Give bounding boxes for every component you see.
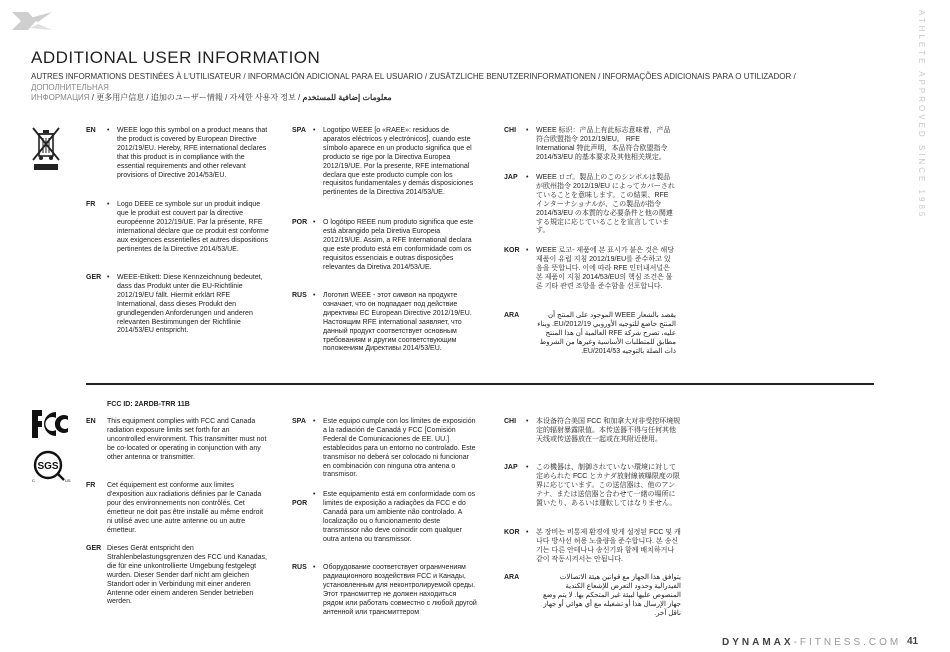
svg-text:SGS: SGS <box>37 461 59 472</box>
bullet: • <box>107 201 110 208</box>
fcc-por-text: Este equipamento está em conformidade com os limites de exposição a radiações da FCC e do Canadá para um ambiente não controlado. A localização ou o funcionamento deste transmissor não deve coincidir com qualquer outra antena ou transmissor. <box>323 491 476 543</box>
page-subtitle <box>31 72 861 104</box>
fcc-jap-text: この機器は、制御されていない環境に対して定められた FCC とカナダ放射線被曝限度の限界に応じています。この送信器は、他のアンテナ、または送信器と合わせて一緒の場所に置いたり、あるいは運転してはなりません。 <box>536 464 680 507</box>
fcc-rus-code: RUS <box>292 564 307 571</box>
fcc-spa-text: Este equipo cumple con los límites de exposición a la radiación de Canadá y FCC [Comisión Federal de Comunicaciones de EE. UU.] establecidos para un entorno no controlado. Este transmisor no deberá ser colocado ni funcionar en combinación con ninguna otra antena o transmisor. <box>323 418 476 479</box>
subtitle-ru-2: ИНФОРМАЦИЯ <box>31 93 90 102</box>
fcc-jap-code: JAP <box>504 464 518 471</box>
dynamax-x-logo-icon <box>10 10 54 32</box>
weee-chi-code: CHI <box>504 127 517 134</box>
weee-por-code: POR <box>292 219 308 226</box>
weee-rus-text: Логотип WEEE - этот символ на продукте означает, что он подпадает под действие директивы ЕС European Directive 2012/19/EU. Настоящим RFE international заявляет, что данный продукт соответствует основным требованиям и другим соответствующим положениям Директивы 2014/53/EU. <box>323 292 472 353</box>
weee-ger-code: GER <box>86 274 102 281</box>
weee-chi-text: WEEE 标识：产品上有此标志意味着，产品符合欧盟指令 2012/19/EU。 RFE International 特此声明，本品符合欧盟指令 2014/53/EU 的基本要求及其他相关规定。 <box>536 127 671 161</box>
weee-ara-text: يقصد بالشعار WEEE الموجود على المنتج أن المنتج خاضع للتوجيه الأوروبي EU/2012/19. وبناء عليه، تصرح شركة RFE العالمية أن هذا المنتج مطابق للمتطلبات الأساسية وغيرها من الشروط ذات الصلة بالتوجيه EU/2014/53. <box>537 312 676 355</box>
bullet: • <box>526 464 529 471</box>
fcc-fr-code: FR <box>86 482 96 489</box>
sgs-c-us-logo-icon <box>32 450 72 484</box>
fcc-en-text: This equipment complies with FCC and Canada radiation exposure limits set forth for an uncontrolled environment. This transmitter must not be co-located or operating in conjunction with any other antenna or transmitter. <box>107 418 267 461</box>
subtitle-ru-1: ДОПОЛНИТЕЛЬНАЯ <box>31 82 109 92</box>
bullet: • <box>313 491 316 498</box>
page-title: ADDITIONAL USER INFORMATION <box>31 48 321 67</box>
footer-brand-bold: DYNAMAX <box>722 637 794 648</box>
footer-brand-light: -FITNESS.COM <box>793 637 902 648</box>
fcc-por-code: POR <box>292 500 308 507</box>
page-number: 41 <box>907 636 919 647</box>
bullet: • <box>313 564 316 571</box>
weee-kor-code: KOR <box>504 247 520 254</box>
svg-text:C: C <box>32 478 35 483</box>
bullet: • <box>107 127 110 134</box>
fcc-fr-text: Cet équipement est conforme aux limites d'exposition aux radiations définies par le Canada pour des environnements non contrôlés. Cet émetteur ne doit pas être installé au même endroit ni utilisé avec une autre antenne ou un autre émetteur. <box>107 482 264 534</box>
weee-crossed-bin-icon <box>31 126 61 172</box>
svg-text:US: US <box>65 478 71 483</box>
subtitle-rest: / 更多用户信息 / 追加のユーザー情報 / 자세한 사용자 정보 / <box>89 93 303 102</box>
bullet: • <box>526 418 529 425</box>
weee-por-text: O logótipo REEE num produto significa que este está abrangido pela Diretiva Europeia 2012/19/UE. Assim, a RFE International declara que este produto está em conformidade com os requisitos essenciais e outras disposições relevantes da Diretiva 2014/53/UE. <box>323 219 474 271</box>
weee-fr-text: Logo DEEE ce symbole sur un produit indique que le produit est couvert par la directive européenne 2012/19/UE. Par la présente, RFE international déclare que ce produit est conforme aux exigences essentielles et autres dispositions pertinentes de la Directive 2014/53/UE. <box>117 201 269 253</box>
fcc-en-code: EN <box>86 418 96 425</box>
weee-ger-text: WEEE-Etikett: Diese Kennzeichnung bedeutet, dass das Produkt unter die EU-Richtlinie 2012/19/EU fällt. Hiermit erklärt RFE International, dass dieses Produkt den grundlegenden Anforderungen und anderen relevanten Bestimmungen der Richtlinie 2014/53/EU entspricht. <box>117 274 263 335</box>
weee-fr-code: FR <box>86 201 96 208</box>
subtitle-ar: معلومات إضافية للمستخدم <box>302 93 392 102</box>
bullet: • <box>313 418 316 425</box>
weee-ara-code: ARA <box>504 312 520 319</box>
weee-en-text: WEEE logo this symbol on a product means that the product is covered by European Directive 2012/19/EU. Hereby, RFE international declares that this product is in compliance with the essential requirements and other relevant provisions of Directive 2014/53/EU. <box>117 127 268 179</box>
section-divider <box>86 383 874 385</box>
fcc-ger-code: GER <box>86 545 102 552</box>
bullet: • <box>313 219 316 226</box>
weee-jap-text: WEEE ロゴ。製品上のこのシンボルは製品が欧州指令 2012/19/EU によってカバーされていることを意味します。この結果、RFE インターナショナルが、この製品が指令 2014/53/EU の本質的な必要条件と他の関連する規定に応じていることを宣言しています。 <box>536 174 675 235</box>
bullet: • <box>526 247 529 254</box>
fcc-kor-code: KOR <box>504 529 520 536</box>
fcc-id: FCC ID: 2ARDB-TRR 11B <box>107 401 190 408</box>
weee-spa-code: SPA <box>292 127 306 134</box>
bullet: • <box>313 292 316 299</box>
fcc-kor-text: 본 장비는 비통제 환경에 맞게 설정된 FCC 및 캐나다 방사선 허용 노출량을 준수합니다. 본 송신기는 다른 안테나나 송신기와 함께 배치하거나 같이 작동시켜서는 안됩니다. <box>536 529 681 563</box>
weee-rus-code: RUS <box>292 292 307 299</box>
fcc-rus-text: Оборудование соответствует ограничениям радиационного воздействия FCC и Канады, установленным для неконтролируемой среды. Этот трансмиттер не должен находиться рядом или работать совместно с любой другой антенной или трансмиттером <box>323 564 477 616</box>
bullet: • <box>526 529 529 536</box>
fcc-ara-text: يتوافق هذا الجهاز مع قوانين هيئة الاتصالات الفيدرالية وحدود التعرض للإشعاع الكندية المنصوص عليها لبيئة غير المتحكم بها. لا يتم وضع جهاز الإرسال هذا أو تشغيله مع أي هوائي أو جهاز ناقل آخر. <box>542 574 681 617</box>
fcc-spa-code: SPA <box>292 418 306 425</box>
bullet: • <box>313 127 316 134</box>
fcc-chi-code: CHI <box>504 418 517 425</box>
bullet: • <box>107 274 110 281</box>
side-tagline: ATHLETE APPROVED SINCE 1985 <box>917 10 926 220</box>
bullet: • <box>526 127 529 134</box>
footer-brand <box>722 637 901 648</box>
weee-spa-text: Logotipo WEEE [o «RAEE»: residuos de aparatos eléctricos y electrónicos], cuando este símbolo aparece en un producto significa que el producto se rige por la Directiva Europea 2012/19/UE. Por la presente, RFE international declara que este producto cumple con los requisitos fundamentales y demás disposiciones pertinentes de la Directiva 2014/53/UE. <box>323 127 474 197</box>
bullet: • <box>526 174 529 181</box>
subtitle-main: AUTRES INFORMATIONS DESTINÉES À L'UTILISATEUR / INFORMACIÓN ADICIONAL PARA EL USUARIO / ZUSÄTZLICHE BENUTZERINFORMATIONEN / INFORMAÇÕES ADICIONAIS PARA O UTILIZADOR / <box>31 72 796 81</box>
fcc-logo-icon <box>30 408 70 440</box>
weee-jap-code: JAP <box>504 174 518 181</box>
weee-kor-text: WEEE 로고- 제품에 본 표시가 붙은 것은 해당 제품이 유럽 지침 2012/19/EU를 준수하고 있음을 뜻합니다. 이에 따라 RFE 인터내셔널은 본 제품이 지침 2014/53/EU의 핵심 조건은 물론 기타 관련 조항을 준수함을 선포합니다. <box>536 247 674 290</box>
fcc-chi-text: 本设备符合美国 FCC 和加拿大对非受控环境规定的辐射暴露限值。本传送器不得与任何其他天线或传送器放在一起或在其附近使用。 <box>536 418 681 443</box>
fcc-ara-code: ARA <box>504 574 520 581</box>
weee-en-code: EN <box>86 127 96 134</box>
fcc-ger-text: Dieses Gerät entspricht den Strahlenbelastungsgrenzen des FCC und Kanadas, die für eine unkontrollierte Umgebung festgelegt wurden. Dieser Sender darf nicht am gleichen Standort oder in Verbindung mit einer anderen Antenne oder einem anderen Sender betrieben werden. <box>107 545 267 606</box>
